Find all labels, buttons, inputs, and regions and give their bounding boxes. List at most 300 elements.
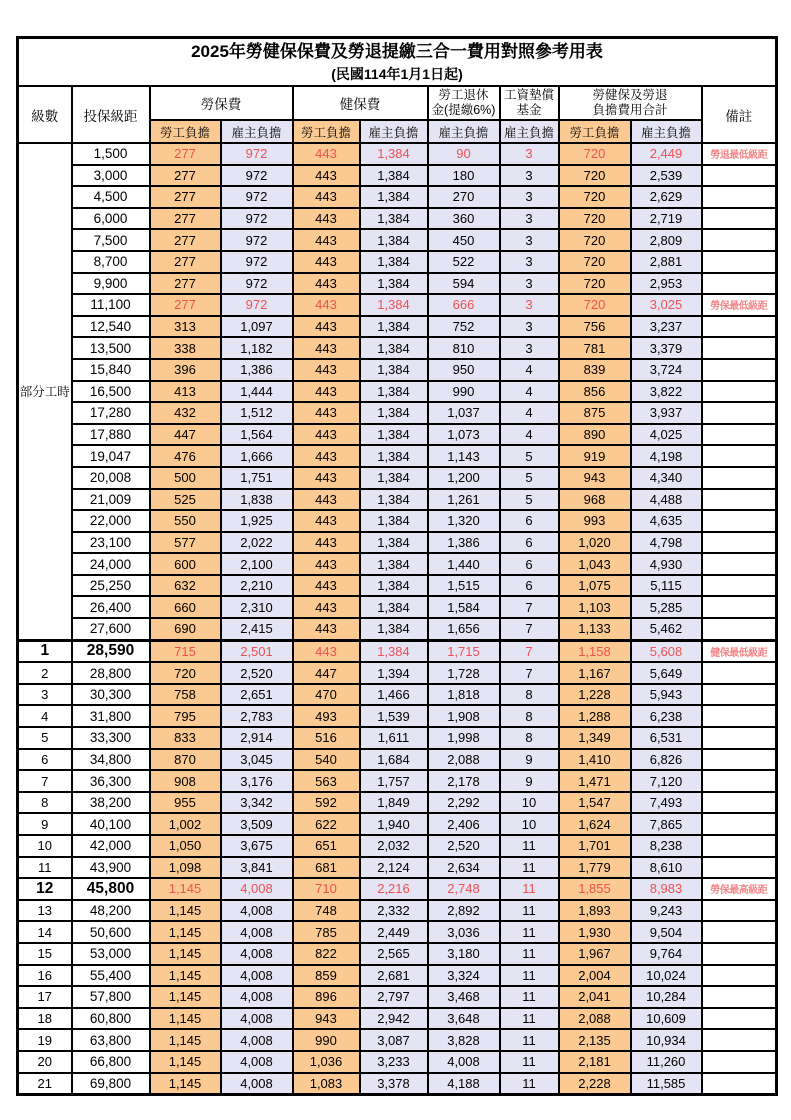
grade-cell: 20,008 — [72, 467, 150, 489]
grade-cell: 43,900 — [72, 857, 150, 879]
value-cell: 822 — [293, 943, 360, 965]
value-cell: 1,539 — [360, 705, 428, 727]
value-cell: 450 — [428, 229, 500, 251]
value-cell: 1,083 — [293, 1073, 360, 1095]
value-cell: 1,440 — [428, 553, 500, 575]
value-cell: 443 — [293, 553, 360, 575]
value-cell: 875 — [559, 402, 631, 424]
title-row — [18, 38, 777, 87]
value-cell: 11 — [500, 835, 559, 857]
value-cell: 1,611 — [360, 727, 428, 749]
value-cell: 5 — [500, 445, 559, 467]
value-cell: 443 — [293, 467, 360, 489]
value-cell: 690 — [150, 618, 221, 640]
grade-cell: 7,500 — [72, 229, 150, 251]
value-cell: 943 — [559, 467, 631, 489]
value-cell: 990 — [428, 381, 500, 403]
value-cell: 2,565 — [360, 943, 428, 965]
table-row — [18, 705, 777, 727]
note-cell — [702, 381, 777, 403]
value-cell: 3,828 — [428, 1029, 500, 1051]
value-cell: 6,238 — [631, 705, 702, 727]
value-cell: 1,036 — [293, 1051, 360, 1073]
grade-cell: 21,009 — [72, 489, 150, 511]
value-cell: 3,648 — [428, 1008, 500, 1030]
note-cell: 勞保最低級距 — [702, 294, 777, 316]
note-cell — [702, 1008, 777, 1030]
value-cell: 1,103 — [559, 596, 631, 618]
grade-cell: 26,400 — [72, 596, 150, 618]
table-row — [18, 208, 777, 230]
table-row — [18, 294, 777, 316]
value-cell: 277 — [150, 229, 221, 251]
subheader-health-employer: 雇主負擔 — [360, 120, 428, 143]
value-cell: 3,237 — [631, 316, 702, 338]
grade-cell: 50,600 — [72, 921, 150, 943]
value-cell: 943 — [293, 1008, 360, 1030]
note-cell — [702, 273, 777, 295]
table-row — [18, 467, 777, 489]
table-row — [18, 143, 777, 165]
value-cell: 2,634 — [428, 857, 500, 879]
value-cell: 443 — [293, 337, 360, 359]
value-cell: 2,406 — [428, 813, 500, 835]
value-cell: 1,666 — [221, 445, 293, 467]
value-cell: 720 — [559, 229, 631, 251]
table-row — [18, 273, 777, 295]
value-cell: 1,075 — [559, 575, 631, 597]
value-cell: 577 — [150, 532, 221, 554]
header-group-row — [18, 86, 777, 120]
value-cell: 2,892 — [428, 900, 500, 922]
value-cell: 9,243 — [631, 900, 702, 922]
table-row — [18, 575, 777, 597]
value-cell: 4,008 — [221, 900, 293, 922]
grade-cell: 15,840 — [72, 359, 150, 381]
value-cell: 4,008 — [221, 921, 293, 943]
value-cell: 1,020 — [559, 532, 631, 554]
grade-cell: 19,047 — [72, 445, 150, 467]
value-cell: 11 — [500, 1073, 559, 1095]
value-cell: 2,914 — [221, 727, 293, 749]
value-cell: 3 — [500, 143, 559, 165]
value-cell: 522 — [428, 251, 500, 273]
value-cell: 443 — [293, 424, 360, 446]
value-cell: 1,471 — [559, 770, 631, 792]
value-cell: 10 — [500, 792, 559, 814]
level-cell: 17 — [18, 986, 72, 1008]
note-cell — [702, 229, 777, 251]
value-cell: 7 — [500, 640, 559, 662]
level-cell: 8 — [18, 792, 72, 814]
level-cell: 21 — [18, 1073, 72, 1095]
value-cell: 1,656 — [428, 618, 500, 640]
table-row — [18, 943, 777, 965]
table-row — [18, 165, 777, 187]
value-cell: 8,983 — [631, 878, 702, 900]
grade-cell: 60,800 — [72, 1008, 150, 1030]
value-cell: 6 — [500, 575, 559, 597]
grade-cell: 30,300 — [72, 684, 150, 706]
value-cell: 3,233 — [360, 1051, 428, 1073]
value-cell: 950 — [428, 359, 500, 381]
value-cell: 1,145 — [150, 921, 221, 943]
level-cell: 13 — [18, 900, 72, 922]
value-cell: 5,462 — [631, 618, 702, 640]
grade-cell: 38,200 — [72, 792, 150, 814]
value-cell: 1,145 — [150, 1008, 221, 1030]
value-cell: 2,520 — [221, 662, 293, 684]
value-cell: 720 — [559, 273, 631, 295]
note-cell — [702, 1029, 777, 1051]
value-cell: 9 — [500, 770, 559, 792]
value-cell: 2,783 — [221, 705, 293, 727]
value-cell: 338 — [150, 337, 221, 359]
grade-cell: 1,500 — [72, 143, 150, 165]
value-cell: 972 — [221, 143, 293, 165]
value-cell: 443 — [293, 489, 360, 511]
grade-cell: 55,400 — [72, 965, 150, 987]
note-cell — [702, 727, 777, 749]
value-cell: 972 — [221, 208, 293, 230]
value-cell: 10 — [500, 813, 559, 835]
value-cell: 3,087 — [360, 1029, 428, 1051]
subheader-total-employer: 雇主負擔 — [631, 120, 702, 143]
value-cell: 1,167 — [559, 662, 631, 684]
value-cell: 5 — [500, 467, 559, 489]
value-cell: 2,216 — [360, 878, 428, 900]
value-cell: 2,178 — [428, 770, 500, 792]
value-cell: 1,384 — [360, 143, 428, 165]
value-cell: 447 — [150, 424, 221, 446]
value-cell: 3 — [500, 273, 559, 295]
value-cell: 11 — [500, 1008, 559, 1030]
value-cell: 360 — [428, 208, 500, 230]
value-cell: 443 — [293, 186, 360, 208]
value-cell: 2,332 — [360, 900, 428, 922]
value-cell: 413 — [150, 381, 221, 403]
table-row — [18, 662, 777, 684]
value-cell: 1,182 — [221, 337, 293, 359]
level-cell: 14 — [18, 921, 72, 943]
value-cell: 500 — [150, 467, 221, 489]
value-cell: 1,394 — [360, 662, 428, 684]
grade-cell: 53,000 — [72, 943, 150, 965]
value-cell: 2,681 — [360, 965, 428, 987]
note-cell — [702, 618, 777, 640]
note-cell — [702, 186, 777, 208]
value-cell: 2,135 — [559, 1029, 631, 1051]
value-cell: 1,097 — [221, 316, 293, 338]
value-cell: 3,036 — [428, 921, 500, 943]
value-cell: 720 — [559, 143, 631, 165]
note-cell — [702, 337, 777, 359]
value-cell: 563 — [293, 770, 360, 792]
level-cell: 3 — [18, 684, 72, 706]
value-cell: 10,024 — [631, 965, 702, 987]
value-cell: 8 — [500, 705, 559, 727]
grade-cell: 4,500 — [72, 186, 150, 208]
value-cell: 3 — [500, 186, 559, 208]
value-cell: 1,701 — [559, 835, 631, 857]
value-cell: 11 — [500, 900, 559, 922]
col-header-level: 級數 — [18, 86, 72, 143]
value-cell: 3 — [500, 337, 559, 359]
value-cell: 1,145 — [150, 965, 221, 987]
value-cell: 11 — [500, 986, 559, 1008]
grade-cell: 40,100 — [72, 813, 150, 835]
table-row — [18, 532, 777, 554]
value-cell: 3,468 — [428, 986, 500, 1008]
value-cell: 11 — [500, 943, 559, 965]
value-cell: 4,008 — [221, 965, 293, 987]
note-cell — [702, 943, 777, 965]
value-cell: 396 — [150, 359, 221, 381]
value-cell: 277 — [150, 294, 221, 316]
value-cell: 180 — [428, 165, 500, 187]
value-cell: 443 — [293, 445, 360, 467]
grade-cell: 57,800 — [72, 986, 150, 1008]
value-cell: 1,098 — [150, 857, 221, 879]
grade-cell: 36,300 — [72, 770, 150, 792]
value-cell: 4,008 — [221, 1029, 293, 1051]
value-cell: 972 — [221, 251, 293, 273]
value-cell: 7 — [500, 618, 559, 640]
value-cell: 1,037 — [428, 402, 500, 424]
value-cell: 1,384 — [360, 532, 428, 554]
value-cell: 3,509 — [221, 813, 293, 835]
grade-cell: 48,200 — [72, 900, 150, 922]
value-cell: 1,384 — [360, 337, 428, 359]
value-cell: 2,651 — [221, 684, 293, 706]
page-subtitle: (民國114年1月1日起) — [331, 66, 463, 82]
value-cell: 4,008 — [221, 986, 293, 1008]
value-cell: 3,176 — [221, 770, 293, 792]
value-cell: 1,384 — [360, 402, 428, 424]
subheader-total-employee: 勞工負擔 — [559, 120, 631, 143]
table-body — [18, 143, 777, 1095]
value-cell: 3,342 — [221, 792, 293, 814]
value-cell: 5 — [500, 489, 559, 511]
value-cell: 1,002 — [150, 813, 221, 835]
value-cell: 752 — [428, 316, 500, 338]
value-cell: 1,410 — [559, 749, 631, 771]
table-row — [18, 337, 777, 359]
value-cell: 955 — [150, 792, 221, 814]
grade-cell: 34,800 — [72, 749, 150, 771]
value-cell: 6 — [500, 553, 559, 575]
value-cell: 2,088 — [428, 749, 500, 771]
note-cell: 健保最低級距 — [702, 640, 777, 662]
value-cell: 540 — [293, 749, 360, 771]
value-cell: 720 — [559, 251, 631, 273]
value-cell: 993 — [559, 510, 631, 532]
value-cell: 3,379 — [631, 337, 702, 359]
grade-cell: 66,800 — [72, 1051, 150, 1073]
table-row — [18, 359, 777, 381]
value-cell: 4,488 — [631, 489, 702, 511]
value-cell: 443 — [293, 294, 360, 316]
value-cell: 2,310 — [221, 596, 293, 618]
note-cell — [702, 165, 777, 187]
value-cell: 968 — [559, 489, 631, 511]
value-cell: 8,238 — [631, 835, 702, 857]
value-cell: 7,865 — [631, 813, 702, 835]
value-cell: 839 — [559, 359, 631, 381]
value-cell: 443 — [293, 532, 360, 554]
value-cell: 715 — [150, 640, 221, 662]
value-cell: 1,908 — [428, 705, 500, 727]
value-cell: 3,025 — [631, 294, 702, 316]
value-cell: 11 — [500, 1051, 559, 1073]
value-cell: 3 — [500, 316, 559, 338]
value-cell: 443 — [293, 251, 360, 273]
table-row — [18, 316, 777, 338]
value-cell: 5,649 — [631, 662, 702, 684]
value-cell: 833 — [150, 727, 221, 749]
value-cell: 1,384 — [360, 640, 428, 662]
value-cell: 525 — [150, 489, 221, 511]
value-cell: 313 — [150, 316, 221, 338]
value-cell: 5,115 — [631, 575, 702, 597]
value-cell: 2,719 — [631, 208, 702, 230]
value-cell: 1,757 — [360, 770, 428, 792]
value-cell: 4,188 — [428, 1073, 500, 1095]
value-cell: 1,384 — [360, 294, 428, 316]
table-row — [18, 857, 777, 879]
value-cell: 11 — [500, 857, 559, 879]
value-cell: 11,585 — [631, 1073, 702, 1095]
value-cell: 1,849 — [360, 792, 428, 814]
level-cell: 12 — [18, 878, 72, 900]
value-cell: 1,564 — [221, 424, 293, 446]
value-cell: 270 — [428, 186, 500, 208]
value-cell: 1,728 — [428, 662, 500, 684]
note-cell — [702, 705, 777, 727]
grade-cell: 45,800 — [72, 878, 150, 900]
note-cell — [702, 553, 777, 575]
value-cell: 5,608 — [631, 640, 702, 662]
value-cell: 11 — [500, 878, 559, 900]
value-cell: 594 — [428, 273, 500, 295]
level-cell: 9 — [18, 813, 72, 835]
value-cell: 810 — [428, 337, 500, 359]
col-header-pension: 勞工退休 金(提繳6%) — [428, 86, 500, 120]
value-cell: 4,008 — [428, 1051, 500, 1073]
value-cell: 972 — [221, 273, 293, 295]
value-cell: 1,930 — [559, 921, 631, 943]
value-cell: 2,088 — [559, 1008, 631, 1030]
value-cell: 5,285 — [631, 596, 702, 618]
value-cell: 1,384 — [360, 553, 428, 575]
value-cell: 447 — [293, 662, 360, 684]
table-row — [18, 640, 777, 662]
table-row — [18, 424, 777, 446]
table-row — [18, 770, 777, 792]
value-cell: 4,008 — [221, 878, 293, 900]
value-cell: 9 — [500, 749, 559, 771]
value-cell: 3 — [500, 229, 559, 251]
value-cell: 7 — [500, 596, 559, 618]
value-cell: 1,143 — [428, 445, 500, 467]
value-cell: 1,384 — [360, 359, 428, 381]
note-cell — [702, 424, 777, 446]
table-row — [18, 381, 777, 403]
value-cell: 476 — [150, 445, 221, 467]
value-cell: 660 — [150, 596, 221, 618]
grade-cell: 25,250 — [72, 575, 150, 597]
level-cell: 5 — [18, 727, 72, 749]
level-cell: 1 — [18, 640, 72, 662]
value-cell: 277 — [150, 165, 221, 187]
grade-cell: 22,000 — [72, 510, 150, 532]
value-cell: 2,809 — [631, 229, 702, 251]
value-cell: 795 — [150, 705, 221, 727]
value-cell: 870 — [150, 749, 221, 771]
value-cell: 443 — [293, 229, 360, 251]
value-cell: 890 — [559, 424, 631, 446]
value-cell: 2,539 — [631, 165, 702, 187]
value-cell: 3,180 — [428, 943, 500, 965]
value-cell: 2,210 — [221, 575, 293, 597]
table-row — [18, 510, 777, 532]
level-cell: 15 — [18, 943, 72, 965]
value-cell: 919 — [559, 445, 631, 467]
value-cell: 592 — [293, 792, 360, 814]
value-cell: 720 — [559, 208, 631, 230]
value-cell: 443 — [293, 575, 360, 597]
value-cell: 2,124 — [360, 857, 428, 879]
value-cell: 1,145 — [150, 878, 221, 900]
note-cell — [702, 684, 777, 706]
table-title-cell — [18, 38, 777, 87]
value-cell: 3,937 — [631, 402, 702, 424]
value-cell: 3,324 — [428, 965, 500, 987]
value-cell: 10,284 — [631, 986, 702, 1008]
value-cell: 1,200 — [428, 467, 500, 489]
value-cell: 1,466 — [360, 684, 428, 706]
table-row — [18, 402, 777, 424]
grade-cell: 3,000 — [72, 165, 150, 187]
value-cell: 3 — [500, 294, 559, 316]
col-header-labor-insurance: 勞保費 — [150, 86, 293, 120]
value-cell: 2,004 — [559, 965, 631, 987]
value-cell: 4,198 — [631, 445, 702, 467]
value-cell: 1,512 — [221, 402, 293, 424]
note-cell — [702, 489, 777, 511]
value-cell: 1,386 — [428, 532, 500, 554]
grade-cell: 11,100 — [72, 294, 150, 316]
value-cell: 4,008 — [221, 943, 293, 965]
note-cell — [702, 749, 777, 771]
value-cell: 666 — [428, 294, 500, 316]
grade-cell: 31,800 — [72, 705, 150, 727]
level-cell: 7 — [18, 770, 72, 792]
note-cell — [702, 986, 777, 1008]
note-cell — [702, 1051, 777, 1073]
col-header-grade: 投保級距 — [72, 86, 150, 143]
value-cell: 1,384 — [360, 381, 428, 403]
value-cell: 7 — [500, 662, 559, 684]
note-cell — [702, 510, 777, 532]
value-cell: 1,967 — [559, 943, 631, 965]
value-cell: 896 — [293, 986, 360, 1008]
value-cell: 4 — [500, 424, 559, 446]
grade-cell: 63,800 — [72, 1029, 150, 1051]
table-row — [18, 186, 777, 208]
value-cell: 1,940 — [360, 813, 428, 835]
value-cell: 3 — [500, 208, 559, 230]
